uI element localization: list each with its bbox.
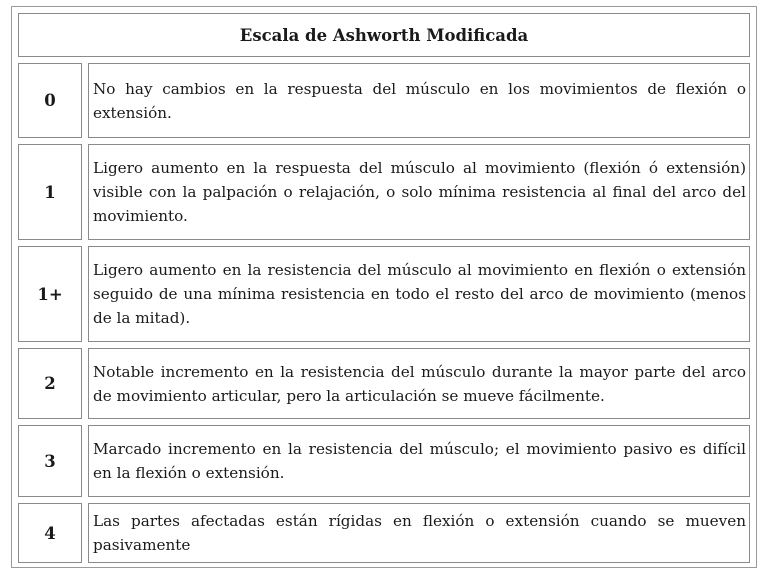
- description-text: Las partes afectadas están rígidas en flexión o extensión cuando se mueven pasivamente: [93, 512, 746, 554]
- description-cell: [88, 348, 750, 419]
- score-cell: 4: [18, 503, 82, 563]
- score-cell: 2: [18, 348, 82, 419]
- table-row: [18, 144, 750, 240]
- description-cell: [88, 246, 750, 342]
- description-cell: [88, 144, 750, 240]
- description-cell: [88, 63, 750, 138]
- description-cell: [88, 503, 750, 563]
- table-row: [18, 348, 750, 419]
- description-text: Ligero aumento en la respuesta del músculo al movimiento (flexión ó extensión) visible con la palpación o relajación, o solo mínima resistencia al final del arco del movimiento.: [93, 159, 746, 225]
- description-text: Ligero aumento en la resistencia del músculo al movimiento en flexión o extensión seguido de una mínima resistencia en todo el resto del arco de movimiento (menos de la mitad).: [93, 261, 746, 327]
- description-text: Marcado incremento en la resistencia del músculo; el movimiento pasivo es difícil en la flexión o extensión.: [93, 440, 746, 482]
- score-cell: 0: [18, 63, 82, 138]
- table-row: [18, 63, 750, 138]
- table-row: [18, 246, 750, 342]
- table-row: [18, 425, 750, 497]
- description-cell: [88, 425, 750, 497]
- description-text: Notable incremento en la resistencia del músculo durante la mayor parte del arco de movimiento articular, pero la articulación se mueve fácilmente.: [93, 362, 746, 405]
- table-title: Escala de Ashworth Modificada: [18, 13, 750, 57]
- score-cell: 1+: [18, 246, 82, 342]
- table-row: [18, 503, 750, 563]
- score-cell: 3: [18, 425, 82, 497]
- ashworth-table: [11, 6, 757, 568]
- score-cell: 1: [18, 144, 82, 240]
- description-text: No hay cambios en la respuesta del músculo en los movimientos de flexión o extensión.: [93, 79, 746, 122]
